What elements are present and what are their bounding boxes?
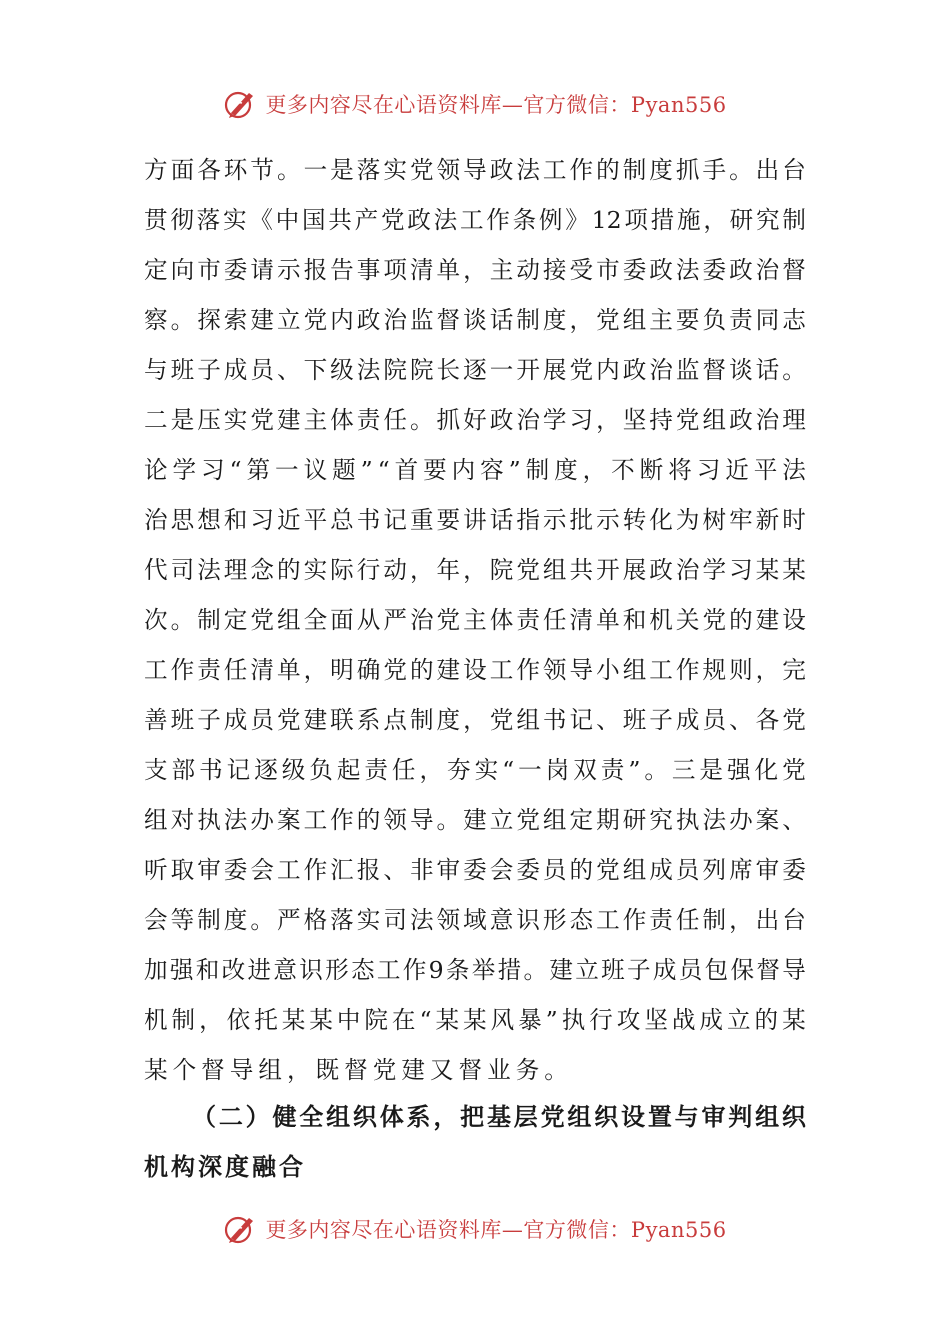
watermark-text: 更多内容尽在心语资料库—官方微信：Pyan556: [265, 93, 727, 117]
body-text: [144, 145, 806, 1095]
body-line: 会 等 制 度 。 严 格 落 实 司 法 领 域 意 识 形 态 工 作 责 任 制 ， 出 台: [144, 906, 806, 934]
body-line: 工 作 责 任 清 单 ， 明 确 党 的 建 设 工 作 领 导 小 组 工 作 规 则 ， 完: [144, 656, 806, 684]
body-line: 支 部 书 记 逐 级 负 起 责 任 ， 夯 实 “ 一 岗 双 责 ” 。 三 是 强 化 党: [144, 756, 806, 784]
body-line: 方 面 各 环 节 。 一 是 落 实 党 领 导 政 法 工 作 的 制 度 抓 手 。 出 台: [144, 156, 806, 184]
body-line: 加 强 和 改 进 意 识 形 态 工 作 9 条 举 措 。 建 立 班 子 成 员 包 保 督 导: [144, 956, 806, 984]
body-line: 某个督导组，既督党建又督业务。: [144, 1056, 573, 1084]
pen-circle-logo-icon: [223, 1212, 257, 1246]
section-heading-line-2: 机构深度融合: [144, 1153, 306, 1181]
body-line: 机 制 ， 依 托 某 某 中 院 在 “ 某 某 风 暴 ” 执 行 攻 坚 战 成 立 的 某: [144, 1006, 806, 1034]
section-heading-line-1: （ 二 ） 健 全 组 织 体 系 ， 把 基 层 党 组 织 设 置 与 审 判 组 织: [192, 1103, 806, 1131]
pen-circle-logo-icon: [223, 87, 257, 121]
body-line: 代 司 法 理 念 的 实 际 行 动 ， 年 ， 院 党 组 共 开 展 政 治 学 习 某 某: [144, 556, 806, 584]
body-line: 听 取 审 委 会 工 作 汇 报 、 非 审 委 会 委 员 的 党 组 成 员 列 席 审 委: [144, 856, 806, 884]
watermark-text: 更多内容尽在心语资料库—官方微信：Pyan556: [265, 1218, 727, 1242]
body-line: 二 是 压 实 党 建 主 体 责 任 。 抓 好 政 治 学 习 ， 坚 持 党 组 政 治 理: [144, 406, 806, 434]
body-line: 治 思 想 和 习 近 平 总 书 记 重 要 讲 话 指 示 批 示 转 化 为 树 牢 新 时: [144, 506, 806, 534]
body-line: 定 向 市 委 请 示 报 告 事 项 清 单 ， 主 动 接 受 市 委 政 法 委 政 治 督: [144, 256, 806, 284]
body-line: 察 。 探 索 建 立 党 内 政 治 监 督 谈 话 制 度 ， 党 组 主 要 负 责 同 志: [144, 306, 806, 334]
body-line: 论 学 习 “ 第 一 议 题 ” “ 首 要 内 容 ” 制 度 ， 不 断 将 习 近 平 法: [144, 456, 806, 484]
watermark-header: [0, 82, 950, 126]
body-line: 贯 彻 落 实 《 中 国 共 产 党 政 法 工 作 条 例 》 12 项 措 施 ， 研 究 制: [144, 206, 806, 234]
section-heading: [144, 1092, 806, 1192]
body-line: 与 班 子 成 员 、 下 级 法 院 院 长 逐 一 开 展 党 内 政 治 监 督 谈 话 。: [144, 356, 806, 384]
body-line: 次 。 制 定 党 组 全 面 从 严 治 党 主 体 责 任 清 单 和 机 关 党 的 建 设: [144, 606, 806, 634]
body-line: 组 对 执 法 办 案 工 作 的 领 导 。 建 立 党 组 定 期 研 究 执 法 办 案 、: [144, 806, 806, 834]
body-line: 善 班 子 成 员 党 建 联 系 点 制 度 ， 党 组 书 记 、 班 子 成 员 、 各 党: [144, 706, 806, 734]
watermark-footer: [0, 1207, 950, 1251]
